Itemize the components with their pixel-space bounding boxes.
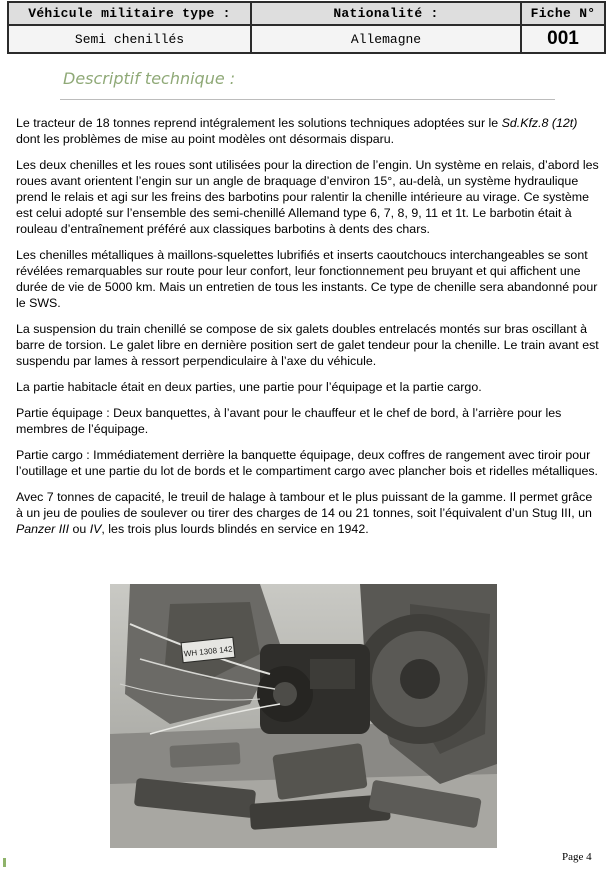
header-value-row: [8, 25, 605, 53]
paragraph-suspension: La suspension du train chenillé se compose de six galets doubles entrelacés montés sur bras oscillant à barre de torsion. Le galet libre en dernière position sert de galet tendeur pour la chenille. Le train avant est suspendu par lames à ressort perpendiculaire à l’axe du véhicule.: [16, 322, 599, 368]
paragraph-steering: Les deux chenilles et les roues sont utilisées pour la direction de l’engin. Un système en relais, d’abord les roues avant orientent l’engin sur un angle de braquage d’environ 15°, au-delà, un système hydraulique prend le relais et agi sur les freins des barbotins pour ralentir la chenille intérieure au virage. Ce système est celui adopté sur l’ensemble des semi-chenillé Allemand type 6, 7, 8, 9, 11 et 1t. Le barbotin était à rouleau d’entraînement préféré aux classiques barbotins à dents des chars.: [16, 158, 599, 236]
paragraph-cabin: La partie habitacle était en deux parties, une partie pour l’équipage et la partie cargo.: [16, 380, 482, 394]
paragraph-intro: [16, 115, 599, 147]
header-label-row: [8, 2, 605, 25]
vehicle-photo-illustration: [110, 584, 497, 848]
paragraph-winch-text-1: Avec 7 tonnes de capacité, le treuil de halage à tambour et le plus puissant de la gamme. Il permet grâce à un jeu de poulies de soulever ou tirer des charges de 14 ou 21 tonnes, soit l’équivalent d’un Stug III, un: [16, 490, 593, 520]
paragraph-cargo-section: Partie cargo : Immédiatement derrière la banquette équipage, deux coffres de rangement avec tiroir pour l’outillage et une partie du lot de bords et le compartiment cargo avec plancher bois et ridelles métalliques.: [16, 448, 598, 478]
panzer-iv-reference: IV: [89, 522, 102, 536]
paragraph-crew-section: Partie équipage : Deux banquettes, à l’avant pour le chauffeur et le chef de bord, à l’arrière pour les membres de l’équipage.: [16, 406, 562, 436]
paragraph-intro-text-1: Le tracteur de 18 tonnes reprend intégralement les solutions techniques adoptées sur le: [16, 116, 502, 130]
vehicle-type-value: Semi chenillés: [8, 25, 251, 53]
vehicle-type-label: Véhicule militaire type :: [8, 2, 251, 25]
paragraph-winch: [16, 489, 599, 537]
paragraph-tracks: Les chenilles métalliques à maillons-squelettes lubrifiés et inserts caoutchoucs interchangeables se sont révélées remarquables sur route pour leur confort, leur fonctionnement peu bruyant et qui affichent une durée de vie de 5000 km. Mais un entretien de tous les instants. Ce type de chenille sera abandonné pour le SWS.: [16, 248, 598, 310]
vehicle-model-reference: Sd.Kfz.8 (12t): [501, 116, 578, 130]
sheet-number-value: 001: [521, 25, 605, 53]
vehicle-photo: [110, 584, 497, 848]
sheet-number-label: Fiche N°: [521, 2, 605, 25]
nationality-value: Allemagne: [251, 25, 521, 53]
page-number: Page 4: [562, 851, 592, 863]
paragraph-winch-text-3: , les trois plus lourds blindés en service en 1942.: [101, 522, 369, 536]
header-table: [7, 1, 606, 54]
corner-marker: [3, 858, 6, 867]
section-title: Descriptif technique :: [63, 69, 236, 88]
paragraph-intro-text-2: dont les problèmes de mise au point modèles ont désormais disparu.: [16, 132, 395, 146]
section-divider: [60, 99, 555, 100]
paragraph-winch-text-2: ou: [69, 522, 90, 536]
registration-plate-text: WH 1308 142: [183, 644, 233, 659]
nationality-label: Nationalité :: [251, 2, 521, 25]
panzer-iii-reference: Panzer III: [16, 522, 70, 536]
technical-description: [16, 115, 599, 547]
